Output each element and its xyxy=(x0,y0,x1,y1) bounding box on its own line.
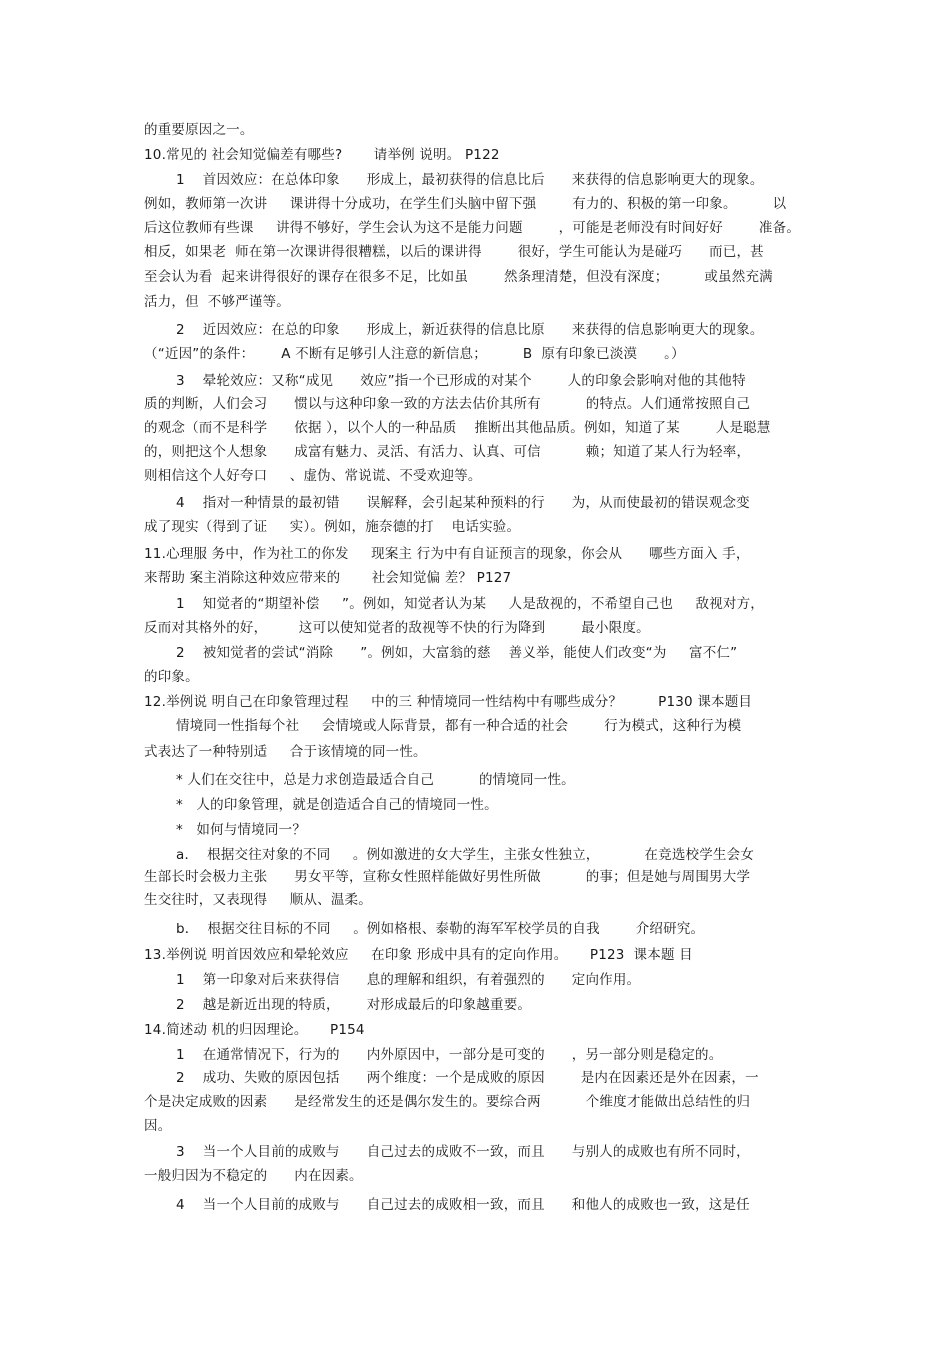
text-line: 2 近因效应：在总的印象 形成上，新近获得的信息比原 来获得的信息影响更大的现象。 xyxy=(176,322,764,338)
text-line: 反而对其格外的好， 这可以使知觉者的敌视等不快的行为降到 最小限度。 xyxy=(144,620,650,636)
question-heading: 10.常见的 社会知觉偏差有哪些? 请举例 说明。 P122 xyxy=(144,147,500,163)
text-line: 1 第一印象对后来获得信 息的理解和组织，有着强烈的 定向作用。 xyxy=(176,972,641,988)
text-line: 生交往时，又表现得 顺从、温柔。 xyxy=(144,892,372,908)
text-line: 3 晕轮效应：又称“成见 效应”指一个已形成的对某个 人的印象会影响对他的其他特 xyxy=(176,373,746,389)
text-line: b． 根据交往目标的不同 。例如格根、泰勒的海军军校学员的自我 介绍研究。 xyxy=(176,921,705,937)
text-line: 1 在通常情况下，行为的 内外原因中，一部分是可变的 ，另一部分则是稳定的。 xyxy=(176,1047,723,1063)
text-line: 4 指对一种情景的最初错 误解释，会引起某种预料的行 为，从而使最初的错误观念变 xyxy=(176,495,750,511)
text-line: 至会认为看 起来讲得很好的课存在很多不足，比如虽 然条理清楚，但没有深度； 或虽然充满 xyxy=(144,269,773,285)
text-line: 式表达了一种特别适 合于该情境的同一性。 xyxy=(144,744,427,760)
text-line: 后这位教师有些课 讲得不够好，学生会认为这不是能力问题 ，可能是老师没有时间好好 准备。 xyxy=(144,220,801,236)
text-line: 个是决定成败的因素 是经常发生的还是偶尔发生的。要综合两 个维度才能做出总结性的归 xyxy=(144,1094,751,1110)
text-line: * 人的印象管理，就是创造适合自己的情境同一性。 xyxy=(176,797,498,813)
text-line: 情境同一性指每个社 会情境或人际背景，都有一种合适的社会 行为模式，这种行为模 xyxy=(176,718,742,734)
text-line: 1 首因效应：在总体印象 形成上，最初获得的信息比后 来获得的信息影响更大的现象。 xyxy=(176,172,764,188)
text-line: 生部长时会极力主张 男女平等，宣称女性照样能做好男性所做 的事；但是她与周围男大学 xyxy=(144,869,751,885)
text-line: 相反，如果老 师在第一次课讲得很糟糕，以后的课讲得 很好，学生可能认为是碰巧 而已，甚 xyxy=(144,244,764,260)
text-line: 的印象。 xyxy=(144,669,199,685)
text-line: * 人们在交往中，总是力求创造最适合自己 的情境同一性。 xyxy=(176,772,575,788)
text-line: 2 越是新近出现的特质， 对形成最后的印象越重要。 xyxy=(176,997,532,1013)
text-line: 的重要原因之一。 xyxy=(144,122,254,138)
text-line: （“近因”的条件： A 不断有足够引人注意的新信息； B 原有印象已淡漠 。） xyxy=(144,346,685,362)
question-heading: 13.举例说 明首因效应和晕轮效应 在印象 形成中具有的定向作用。 P123 课本题 目 xyxy=(144,947,693,963)
text-line: 的观念（而不是科学 依据 ），以个人的一种品质 推断出其他品质。例如，知道了某 人是聪慧 xyxy=(144,420,771,436)
text-line: 质的判断，人们会习 惯以与这种印象一致的方法去估价其所有 的特点。人们通常按照自己 xyxy=(144,396,751,412)
text-line: 一般归因为不稳定的 内在因素。 xyxy=(144,1168,363,1184)
question-heading: 11.心理服 务中，作为社工的你发 现案主 行为中有自证预言的现象，你会从 哪些方面入 手， xyxy=(144,546,750,562)
question-heading: 来帮助 案主消除这种效应带来的 社会知觉偏 差？ P127 xyxy=(144,570,512,586)
text-line: 4 当一个人目前的成败与 自己过去的成败相一致，而且 和他人的成败也一致，这是任 xyxy=(176,1197,750,1213)
text-line: 2 成功、失败的原因包括 两个维度：一个是成败的原因 是内在因素还是外在因素，一 xyxy=(176,1070,759,1086)
text-line: 1 知觉者的“期望补偿 ”。例如，知觉者认为某 人是敌视的，不希望自己也 敌视对方， xyxy=(176,596,765,612)
question-heading: 14.简述动 机的归因理论。 P154 xyxy=(144,1022,365,1038)
text-line: 例如，教师第一次讲 课讲得十分成功，在学生们头脑中留下强 有力的、积极的第一印象。 以 xyxy=(144,196,787,212)
question-heading: 12.举例说 明自己在印象管理过程 中的三 种情境同一性结构中有哪些成分？ P130 课本题目 xyxy=(144,694,753,710)
text-line: 成了现实（得到了证 实）。例如，施奈德的打 电话实验。 xyxy=(144,519,521,535)
text-line: 的，则把这个人想象 成富有魅力、灵活、有活力、认真、可信 赖；知道了某人行为轻率， xyxy=(144,444,751,460)
text-line: 2 被知觉者的尝试“消除 ”。例如，大富翁的慈 善义举，能使人们改变“为 富不仁” xyxy=(176,645,738,661)
text-line: 3 当一个人目前的成败与 自己过去的成败不一致，而且 与别人的成败也有所不同时， xyxy=(176,1144,750,1160)
text-line: 活力，但 不够严谨等。 xyxy=(144,294,290,310)
text-line: 则相信这个人好夸口 、虚伪、常说谎、不受欢迎等。 xyxy=(144,468,482,484)
text-line: a． 根据交往对象的不同 。例如激进的女大学生，主张女性独立， 在竞选校学生会女 xyxy=(176,847,755,863)
text-line: 因。 xyxy=(144,1118,172,1134)
text-line: * 如何与情境同一？ xyxy=(176,822,307,838)
